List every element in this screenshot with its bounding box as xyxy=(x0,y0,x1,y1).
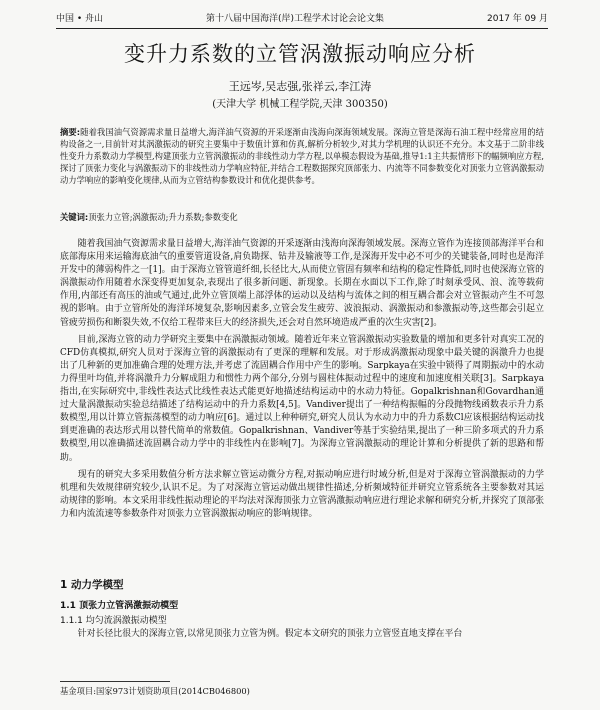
keywords-label: 关键词: xyxy=(60,212,89,222)
abstract-text: 随着我国油气资源需求量日益增大,海洋油气资源的开采逐渐由浅海向深海领域发展。深海立管是深海石油工程中经常应用的结构设备之一,目前针对其涡激振动的研究主要集中于数值计算和仿真,解析分析较少,对其力学机理的认识还不充分。本文基于二阶非线性变升力系数动力学模型,构建顶张力立管涡激振动的非线性动力学方程,以单模态假设为基础,推导1:1主共振情形下的幅频响应方程,探讨了顶张力变化与涡激振动下的非线性动力学响应特征,并结合工程数据探究顶部张力、内流等不同参数变化对顶张力立管涡激振动动力学响应的影响变化规律,从而为立管结构参数设计和优化提供参考。 xyxy=(60,127,544,185)
keywords-text: 顶张力立管;涡激振动;升力系数;参数变化 xyxy=(88,212,238,222)
paragraph-2: 目前,深海立管的动力学研究主要集中在涡激振动领域。随着近年来立管涡激振动实验数量的增加和更多针对真实工况的CFD仿真模拟,研究人员对于深海立管的涡激振动有了更深的理解和发展。对于形成涡激振动现象中最关键的涡激升力也提出了几种新的更加准确合理的处理方法,并考虑了流固耦合作用中产生的影响。Sarpkaya在实验中锁得了周期振动中的水动力得里叶均值,并将涡激升力分解成阻力和惯性力两个部分,分别与圆柱体振动过程中的速度和加速度相关联[3]。Sarpkaya指出,在实际研究中,非线性表达式比线性表达式能更好地描述结构运动中的水动力特征。Gopalkrishnan和Govardhan通过大量涡激振动实验总结描述了结构运动中的升力系数[4,5]。Vandiver提出了一种结构振幅的分段抛物线函数表示升力系数模型,用以计算立管振荡模型的动力响应[6]。通过以上种种研究,研究人员认为水动力中的升力系数Cl应该根据结构运动找到更准确的表达形式用以替代简单的常数值。Gopalkrishnan、Vandiver等基于实验结果,提出了一种三阶多项式的升力系数模型,用以准确描述流固耦合动力学中的非线性内在影响[7]。为深海立管涡激振动的理论计算和分析提供了新的思路和帮助。 xyxy=(60,334,544,463)
body-text xyxy=(60,238,544,525)
keywords xyxy=(60,211,544,223)
section-heading-1-1: 1.1 顶张力立管涡激振动模型 xyxy=(60,601,179,611)
paper-title: 变升力系数的立管涡激振动响应分析 xyxy=(124,42,476,66)
authors: 王远岑,吴志强,张祥云,李江涛 xyxy=(228,80,372,93)
running-header xyxy=(56,9,548,29)
paragraph-4: 针对长径比很大的深海立管,以常见顶张力立管为例。假定本文研究的顶张力立管竖直地支撑在平台 xyxy=(77,629,463,639)
paragraph-1: 随着我国油气资源需求量日益增大,海洋油气资源的开采逐渐由浅海向深海领域发展。深海立管作为连接顶部海洋平台和底部海床用来运输海底油气的重要管道设备,肩负勘探、钻井及输液等工作,是深海开发中必不可少的关键装备,同时也是海洋开发中的薄弱构件之一[1]。由于深海立管管道纤细,长径比大,从而使立管固有频率和结构的稳定性降低,同时也使深海立管的涡激振动作用随着水深变得更加复杂,表现出了很多新问题、新现象。长期在水面以下工作,除了时刻承受风、浪、流等载荷作用,内部还有高压的油或气通过,此外立管顶端上部浮体的运动以及结构与流体之间的相互耦合都会对立管振动产生不可忽视的影响。由于立管所处的海洋环境复杂,影响因素多,立管会发生疲劳、波浪振动、涡激振动和参激振动等,这些都会引起立管疲劳损伤和断裂失效,不仅给工程带来巨大的经济损失,还会对自然环境造成严重的次生灾害[2]。 xyxy=(60,239,544,328)
section-heading-1-1-1: 1.1.1 均匀流涡激振动模型 xyxy=(60,616,167,626)
section-heading-1: 1 动力学模型 xyxy=(60,579,124,591)
header-center: 第十八届中国海洋(岸)工程学术讨论会论文集 xyxy=(206,13,385,24)
header-left: 中国 • 舟山 xyxy=(56,13,104,24)
footnote: 基金项目:国家973计划资助项目(2014CB046800) xyxy=(60,686,250,696)
header-right: 2017 年 09 月 xyxy=(487,13,548,24)
footnote-divider xyxy=(60,681,170,682)
paragraph-3: 现有的研究大多采用数值分析方法求解立管运动微分方程,对振动响应进行时域分析,但是对于深海立管涡激振动的力学机理和失效规律研究较少,认识不足。为了对深海立管运动做出规律性描述,分析频域特征并研究立管系统各主要参数对其运动规律的影响。本文采用非线性振动理论的平均法对深海顶张力立管涡激振动响应进行理论求解和研究分析,并探究了顶部张力和内流流速等参数条件对顶张力立管涡激振动响应的影响规律。 xyxy=(60,469,544,519)
abstract xyxy=(60,126,544,186)
affiliation: (天津大学 机械工程学院,天津 300350) xyxy=(212,99,388,110)
abstract-label: 摘要: xyxy=(60,127,81,137)
